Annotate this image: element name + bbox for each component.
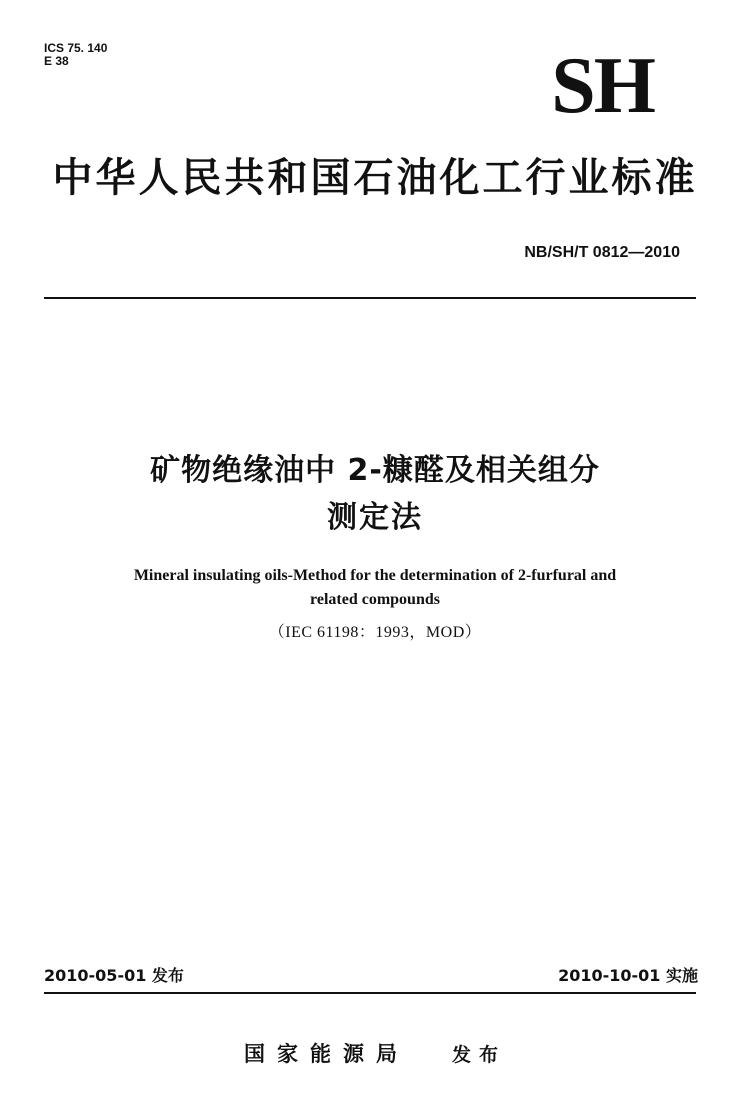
- chinese-title-line-1: 矿物绝缘油中 2-糠醛及相关组分: [150, 453, 600, 488]
- classification-code: E 38: [44, 54, 69, 68]
- standard-number: NB/SH/T 0812—2010: [524, 244, 680, 261]
- industry-standard-title: 中华人民共和国石油化工行业标准: [52, 155, 698, 201]
- ics-code: ICS 75. 140: [44, 41, 108, 55]
- top-divider: [44, 297, 696, 299]
- implementation-date: 2010-10-01 实施: [558, 966, 698, 985]
- bottom-divider: [44, 992, 696, 994]
- english-title-line-1: Mineral insulating oils-Method for the determination of 2-furfural and: [133, 567, 617, 584]
- issue-date: 2010-05-01 发布: [44, 966, 184, 985]
- publisher-name: 国家能源局: [244, 1042, 409, 1066]
- english-title-line-2: related compounds: [310, 591, 440, 608]
- iec-reference: （IEC 61198：1993，MOD）: [268, 624, 482, 641]
- sh-logo: SH: [551, 42, 654, 130]
- publish-label: 发布: [452, 1044, 507, 1066]
- chinese-title-line-2: 测定法: [327, 500, 423, 535]
